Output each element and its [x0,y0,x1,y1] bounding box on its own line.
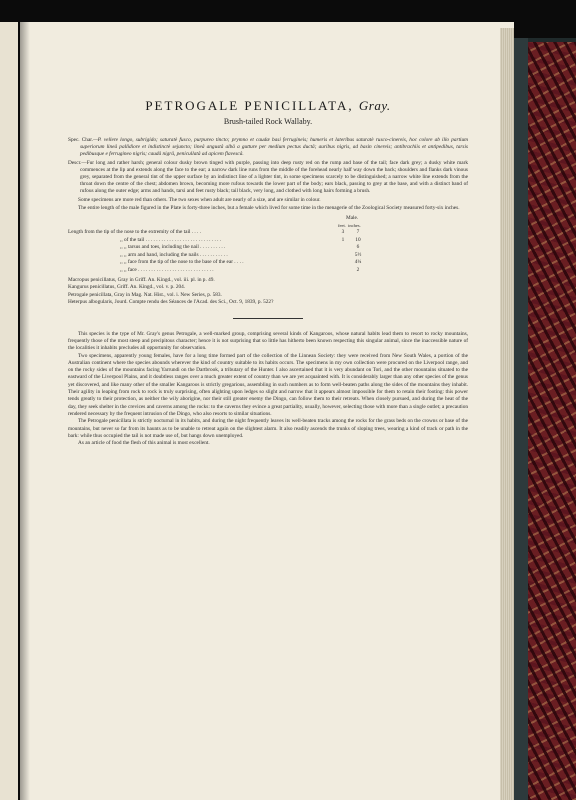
body-paragraph: Two specimens, apparently young females, have for a long time formed part of the collection of the Linnean Society: they were received from New South Wales, a portion of the Australian continent where the species abounds wherever the kind of country suitable to its habits occurs. The specimens in my own collection were procured on the Liverpool range, and on the rocky sides of the mountains facing Yarrundi on the Dartbrook, a tributary of the Hunter. I also ascertained that it is very abundant on Tori, and the other mountains situated to the eastward of the Liverpool Plains, and it doubtless ranges over a much greater extent of country than we are yet acquainted with. It is considerably larger than any other species of the genus yet discovered, and like many other of the smaller Kangaroos is strictly gregarious, assembling in such numbers as to form well-beaten paths along the sides of the mountains they inhabit. Their agility in leaping from rock to rock is truly surprising, often alighting upon ledges so slight and narrow that it appears almost impossible for them to retain their footing: this power tends greatly to their protection, as neither the wily aborigine, nor their still greater enemy the Dingo, can follow them to their retreats. When closely pursued, and during the heat of the day, they seek shelter in the crevices and caverns among the rocks: to the caverns they evince a great partiality, usually, however, selecting those with more than a single outlet; a precaution rendered necessary by the frequent intrusion of the Dingo, who also resorts to similar situations. [68,352,468,417]
descr-label: Descr. [68,159,82,166]
measurement-row [68,252,468,260]
measurement-row [68,244,468,252]
measurement-row [68,237,468,245]
species-author: Gray. [358,98,391,113]
body-paragraph: This species is the type of Mr. Gray's genus Petrogale, a well-marked group, comprising several kinds of Kangaroos, whose natural habits lead them to resort to rocky mountains, frequently those of the most steep and precipitous character; hence it is not surprising that so little has hitherto been known respecting this singular animal, since the inaccessible nature of the localities it inhabits precludes all opportunity for observation. [68,330,468,352]
body-paragraph: The Petrogale penicillata is strictly nocturnal in its habits, and during the night frequently leaves its well-beaten tracks among the rocks for the grass beds on the crowns or base of the mountains, but never so far from its haunts as to be unable to retreat again on the slightest alarm. It also readily ascends the trunks of sloping trees, wearing a kind of track or path in the bark: while thus occupied the tail is not made use of, but hangs down unemployed. [68,418,468,439]
measurement-label: ,, ,, face . . . . . . . . . . . . . . . . . . . . . . . . . . . . . [120,266,214,273]
synonymy [68,277,468,307]
measurement-inches: 2 [356,266,360,273]
measurement-row [68,259,468,267]
measurement-label: ,, of the tail . . . . . . . . . . . . . . . . . . . . . . . . . . . . . [120,236,222,243]
measurement-label: Length from the tip of the nose to the extremity of the tail . . . . [68,229,201,236]
book-cover-board [514,38,528,800]
synonym-entry: Kangurus penicillatus, Griff. An. Kingd., vol. v. p. 204. [68,284,186,291]
measurements-header [68,215,468,229]
facing-page-edge [0,22,18,800]
measurement-inches: 10 [355,236,361,243]
synonym-entry: Heterpus albogularis, Jourd. Compte rendu des Séances de l'Acad. des Sci., Oct. 9, 1839, p. 522? [68,299,274,306]
measurement-label: ,, ,, tarsus and toes, including the nail . . . . . . . . . . [120,244,226,251]
gutter-shadow [20,22,30,800]
page-edges [500,28,514,800]
measurement-feet: 1 [341,236,345,243]
marbled-endpaper [528,42,576,800]
feet-label: feet. [338,223,346,229]
measurement-feet: 3 [341,229,345,236]
descr-text: —Fur long and rather harsh; general colour dusky brown tinged with purple, passing into deep rusty red on the rump and base of the tail; face dark grey; a dusky white mark commences at the lip and extends along the face to the ear; a narrow dark line runs from the middle of the forehead nearly half way down the back; shoulders and flanks dark vinous grey, separated from the general tint of the upper surface by an indistinct line of a lighter tint, in some specimens scarcely to be distinguished; a narrow white line extends from the throat down the centre of the chest; abdomen brown, becoming more rufous towards the lower part of the body; ears black, passing to grey at the base, and with a distinct band of rufous along the outer edge; arms and hands, tarsi and feet rusty black; tail black, very long, and clothed with long hairs forming a brush. [80,159,468,195]
section-divider [233,318,303,319]
measurements-table [68,215,468,274]
measurement-inches: 6 [356,244,360,251]
page-content [68,98,468,447]
synonym-entry: Macropus penicillatus, Gray in Griff. An. Kingd., vol. iii. pl. in p. 49. [68,277,215,284]
remark-paragraph: The entire length of the male figured in the Plate is forty-three inches, but a female which lived for some time in the menagerie of the Zoological Society measured forty-six inches. [78,204,460,211]
synonym-entry: Petrogale penicillata, Gray in Mag. Nat. Hist., vol. i. New Series, p. 583. [68,291,222,298]
spec-char-text: —P. vellere longo, subrigido; saturatè fusco, purpureo tincto; prymno et caudæ basi ferrugineis; humeris et lateribus saturatè rusco-cinereis, hoc colore ab illo partium superiorum lineâ pallidiore et indistinctè sejuncto; lineâ angustâ albâ a gutture per medium pectus ductâ; auribus nigris, ad basin cinereis; antibrachiis et antipedibus, tarsis pedibusque e ferrugineo nigris; caudâ nigrâ, penicullatâ ad apicem flavescâ. [80,137,468,158]
measurement-inches: 7 [356,229,360,236]
inches-label: inches. [348,223,361,229]
measurement-row [68,267,468,275]
body-text [68,331,468,448]
measurement-inches: 4¼ [354,259,362,266]
specific-character [68,137,468,159]
page-title [68,98,468,114]
species-name: PETROGALE PENICILLATA, [145,98,354,113]
measurement-inches: 5½ [354,251,362,258]
measurement-label: ,, ,, arm and hand, including the nails . . . . . . . . . . . [120,251,228,258]
common-name: Brush-tailed Rock Wallaby. [223,117,313,126]
measurements-sex: Male. [346,215,359,222]
spec-char-label: Spec. Char. [68,137,94,143]
remark-paragraph: Some specimens are more red than others. The two sexes when adult are nearly of a size, and are similar in colour. [78,196,321,203]
measurement-row [68,229,468,237]
measurement-label: ,, ,, face from the tip of the nose to the base of the ear . . . . [120,259,244,266]
body-paragraph: As an article of food the flesh of this animal is most excellent. [78,440,210,447]
description [68,160,468,196]
